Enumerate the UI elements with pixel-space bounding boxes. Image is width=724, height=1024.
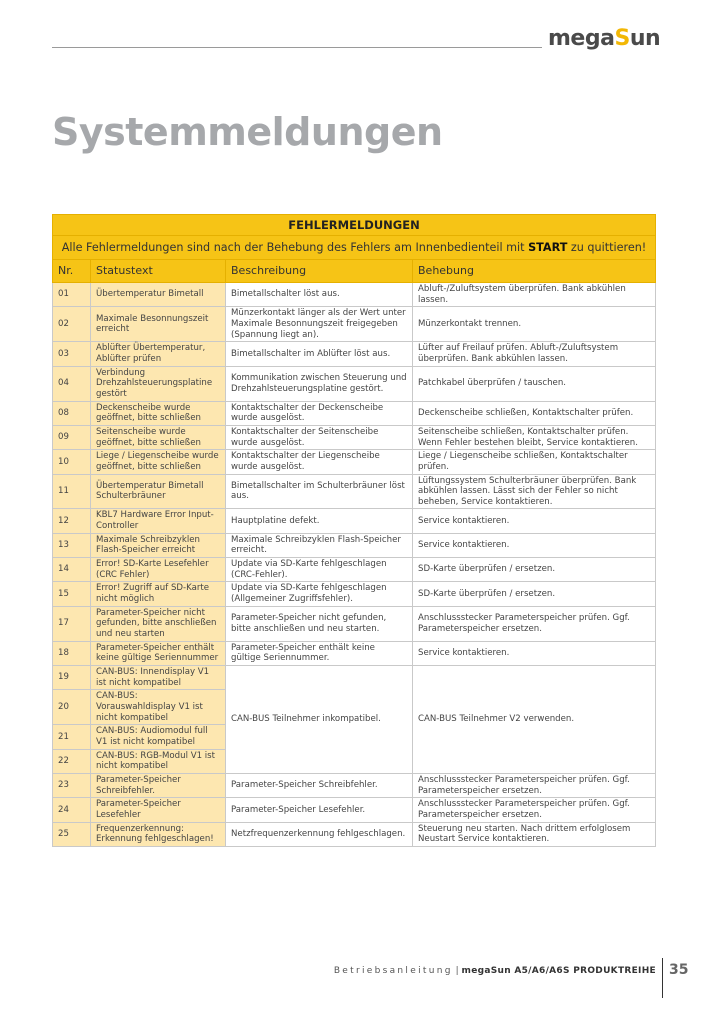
table-note: Alle Fehlermeldungen sind nach der Behebung des Fehlers am Innenbedienteil mit START zu quittieren! — [53, 236, 656, 260]
row-fix: Abluft-/Zuluftsystem überprüfen. Bank abkühlen lassen. — [413, 283, 656, 307]
row-fix: Lüfter auf Freilauf prüfen. Abluft-/Zuluftsystem überprüfen. Bank abkühlen lassen. — [413, 342, 656, 366]
row-description: Parameter-Speicher Lesefehler. — [226, 798, 413, 822]
table-row — [53, 425, 656, 449]
row-fix: Anschlussstecker Parameterspeicher prüfen. Ggf. Parameterspeicher ersetzen. — [413, 606, 656, 641]
table-row — [53, 822, 656, 846]
table-row — [53, 401, 656, 425]
table-row — [53, 666, 656, 690]
row-number: 13 — [53, 533, 91, 557]
row-number: 23 — [53, 773, 91, 797]
header-rule — [52, 47, 542, 48]
table-row — [53, 533, 656, 557]
row-status-text: Maximale Schreibzyklen Flash-Speicher erreicht — [91, 533, 226, 557]
table-row — [53, 509, 656, 533]
row-description: Parameter-Speicher enthält keine gültige Seriennummer. — [226, 641, 413, 665]
table-row — [53, 283, 656, 307]
row-fix: Liege / Liegenscheibe schließen, Kontaktschalter prüfen. — [413, 450, 656, 474]
row-number: 22 — [53, 749, 91, 773]
footer-separator: | — [455, 966, 459, 976]
row-fix: Deckenscheibe schließen, Kontaktschalter prüfen. — [413, 401, 656, 425]
row-status-text: CAN-BUS: Innendisplay V1 ist nicht kompatibel — [91, 666, 226, 690]
col-description-header: Beschreibung — [226, 260, 413, 283]
row-number: 24 — [53, 798, 91, 822]
row-number: 19 — [53, 666, 91, 690]
table-row — [53, 773, 656, 797]
row-description: Update via SD-Karte fehlgeschlagen (Allgemeiner Zugriffsfehler). — [226, 582, 413, 606]
row-description: Parameter-Speicher nicht gefunden, bitte anschließen und neu starten. — [226, 606, 413, 641]
row-status-text: Error! Zugriff auf SD-Karte nicht möglich — [91, 582, 226, 606]
col-nr-header: Nr. — [53, 260, 91, 283]
row-fix: Münzerkontakt trennen. — [413, 307, 656, 342]
row-fix: Service kontaktieren. — [413, 509, 656, 533]
row-status-text: KBL7 Hardware Error Input-Controller — [91, 509, 226, 533]
row-status-text: CAN-BUS: Vorauswahldisplay V1 ist nicht kompatibel — [91, 690, 226, 725]
row-description: Parameter-Speicher Schreibfehler. — [226, 773, 413, 797]
row-number: 14 — [53, 558, 91, 582]
row-number: 01 — [53, 283, 91, 307]
row-status-text: Parameter-Speicher nicht gefunden, bitte anschließen und neu starten — [91, 606, 226, 641]
col-status-header: Statustext — [91, 260, 226, 283]
table-title: FEHLERMELDUNGEN — [53, 215, 656, 236]
row-number: 12 — [53, 509, 91, 533]
table-row — [53, 450, 656, 474]
row-status-text: Liege / Liegenscheibe wurde geöffnet, bitte schließen — [91, 450, 226, 474]
row-number: 17 — [53, 606, 91, 641]
footer — [334, 966, 656, 976]
row-number: 04 — [53, 366, 91, 401]
row-fix: Anschlussstecker Parameterspeicher prüfen. Ggf. Parameterspeicher ersetzen. — [413, 773, 656, 797]
row-number: 03 — [53, 342, 91, 366]
row-description: Kontaktschalter der Seitenscheibe wurde ausgelöst. — [226, 425, 413, 449]
row-number: 09 — [53, 425, 91, 449]
row-fix: Lüftungssystem Schulterbräuner überprüfen. Bank abkühlen lassen. Lässt sich der Fehler so nicht beheben, Service kontaktieren. — [413, 474, 656, 509]
row-number: 08 — [53, 401, 91, 425]
row-description: Bimetallschalter löst aus. — [226, 283, 413, 307]
row-fix: SD-Karte überprüfen / ersetzen. — [413, 558, 656, 582]
col-fix-header: Behebung — [413, 260, 656, 283]
row-description: Bimetallschalter im Ablüfter löst aus. — [226, 342, 413, 366]
row-status-text: Parameter-Speicher Schreibfehler. — [91, 773, 226, 797]
row-status-text: Error! SD-Karte Lesefehler (CRC Fehler) — [91, 558, 226, 582]
row-description: Bimetallschalter im Schulterbräuner löst aus. — [226, 474, 413, 509]
row-number: 21 — [53, 725, 91, 749]
table-row — [53, 582, 656, 606]
row-fix: Patchkabel überprüfen / tauschen. — [413, 366, 656, 401]
table-row — [53, 606, 656, 641]
row-number: 18 — [53, 641, 91, 665]
row-description: Kommunikation zwischen Steuerung und Drehzahlsteuerungsplatine gestört. — [226, 366, 413, 401]
row-status-text: Übertemperatur Bimetall — [91, 283, 226, 307]
row-description: Netzfrequenzerkennung fehlgeschlagen. — [226, 822, 413, 846]
row-number: 20 — [53, 690, 91, 725]
can-bus-description: CAN-BUS Teilnehmer inkompatibel. — [226, 666, 413, 774]
can-bus-fix: CAN-BUS Teilnehmer V2 verwenden. — [413, 666, 656, 774]
row-fix: Seitenscheibe schließen, Kontaktschalter prüfen. Wenn Fehler bestehen bleibt, Service kontaktieren. — [413, 425, 656, 449]
row-status-text: CAN-BUS: RGB-Modul V1 ist nicht kompatibel — [91, 749, 226, 773]
row-description: Update via SD-Karte fehlgeschlagen (CRC-Fehler). — [226, 558, 413, 582]
page-title: Systemmeldungen — [52, 110, 443, 154]
error-table — [52, 214, 656, 847]
table-row — [53, 474, 656, 509]
row-number: 02 — [53, 307, 91, 342]
row-description: Kontaktschalter der Liegenscheibe wurde ausgelöst. — [226, 450, 413, 474]
row-status-text: Ablüfter Übertemperatur, Ablüfter prüfen — [91, 342, 226, 366]
row-status-text: Übertemperatur Bimetall Schulterbräuner — [91, 474, 226, 509]
row-status-text: Deckenscheibe wurde geöffnet, bitte schließen — [91, 401, 226, 425]
row-description: Kontaktschalter der Deckenscheibe wurde ausgelöst. — [226, 401, 413, 425]
row-fix: Service kontaktieren. — [413, 641, 656, 665]
row-description: Hauptplatine defekt. — [226, 509, 413, 533]
row-status-text: Maximale Besonnungszeit erreicht — [91, 307, 226, 342]
table-row — [53, 366, 656, 401]
row-fix: SD-Karte überprüfen / ersetzen. — [413, 582, 656, 606]
table-row — [53, 641, 656, 665]
table-row — [53, 342, 656, 366]
row-description: Maximale Schreibzyklen Flash-Speicher erreicht. — [226, 533, 413, 557]
table-row — [53, 558, 656, 582]
row-status-text: Verbindung Drehzahlsteuerungsplatine gestört — [91, 366, 226, 401]
row-description: Münzerkontakt länger als der Wert unter Maximale Besonnungszeit freigegeben (Spannung liegt an). — [226, 307, 413, 342]
row-number: 10 — [53, 450, 91, 474]
footer-product: megaSun A5/A6/A6S PRODUKTREIHE — [461, 966, 656, 976]
footer-manual: Betriebsanleitung — [333, 966, 453, 976]
row-fix: Steuerung neu starten. Nach drittem erfolglosem Neustart Service kontaktieren. — [413, 822, 656, 846]
footer-divider — [662, 958, 663, 998]
row-status-text: Parameter-Speicher enthält keine gültige Seriennummer — [91, 641, 226, 665]
row-number: 11 — [53, 474, 91, 509]
row-fix: Service kontaktieren. — [413, 533, 656, 557]
row-status-text: Frequenzerkennung: Erkennung fehlgeschlagen! — [91, 822, 226, 846]
table-row — [53, 798, 656, 822]
row-number: 25 — [53, 822, 91, 846]
table-row — [53, 307, 656, 342]
page-number: 35 — [669, 962, 689, 978]
row-status-text: CAN-BUS: Audiomodul full V1 ist nicht kompatibel — [91, 725, 226, 749]
row-status-text: Seitenscheibe wurde geöffnet, bitte schließen — [91, 425, 226, 449]
row-number: 15 — [53, 582, 91, 606]
error-table-body — [53, 283, 656, 847]
row-status-text: Parameter-Speicher Lesefehler — [91, 798, 226, 822]
row-fix: Anschlussstecker Parameterspeicher prüfen. Ggf. Parameterspeicher ersetzen. — [413, 798, 656, 822]
megasun-logo: megaSun — [548, 26, 661, 51]
